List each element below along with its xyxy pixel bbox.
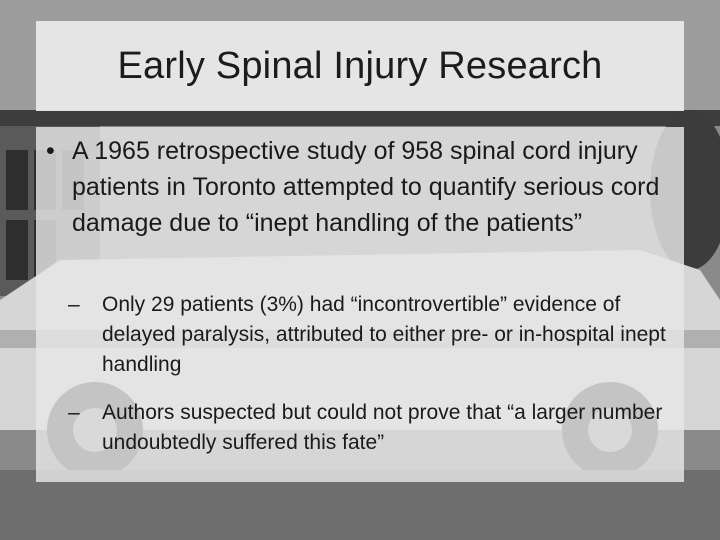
sub-bullet-marker: – (68, 293, 80, 316)
sub-bullet-marker: – (68, 401, 80, 424)
sub-bullet-text: Authors suspected but could not prove that “a larger number undoubtedly suffered this fate” (102, 401, 663, 454)
slide-title: Early Spinal Injury Research (117, 44, 603, 87)
bullet-marker: • (46, 137, 55, 165)
bullet-text: A 1965 retrospective study of 958 spinal cord injury patients in Toronto attempted to quantify serious cord damage due to “inept handling of the patients” (72, 137, 660, 237)
title-panel (36, 21, 684, 111)
content-panel (36, 127, 684, 482)
sub-bullet-text: Only 29 patients (3%) had “incontrovertible” evidence of delayed paralysis, attributed to either pre- or in-hospital inept handling (102, 293, 666, 376)
